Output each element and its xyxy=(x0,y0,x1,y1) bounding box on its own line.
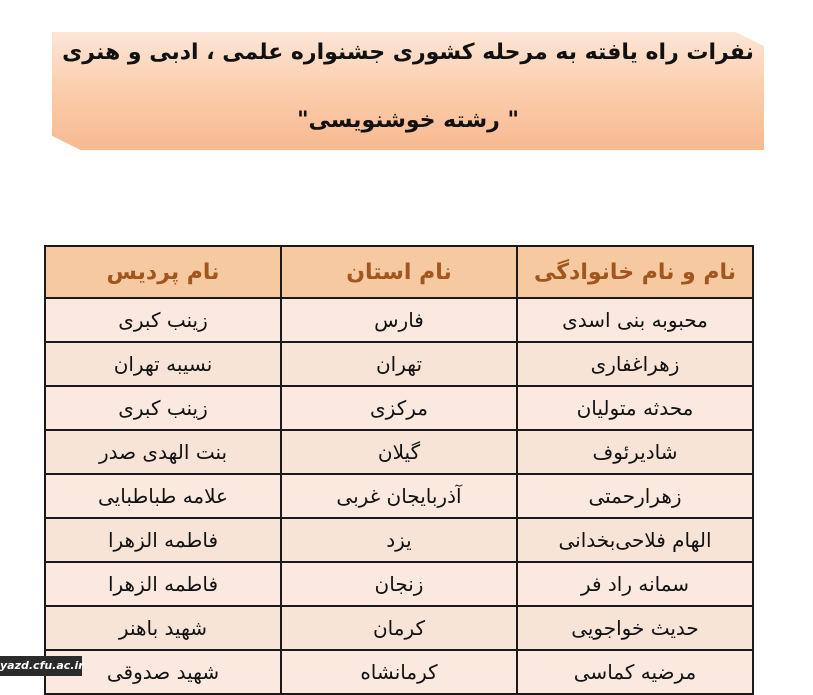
cell-province: زنجان xyxy=(281,562,517,606)
table-header-row xyxy=(45,246,753,298)
cell-campus: علامه طباطبایی xyxy=(45,474,281,518)
cell-campus: زینب کبری xyxy=(45,298,281,342)
cell-campus: نسیبه تهران xyxy=(45,342,281,386)
cell-province: گیلان xyxy=(281,430,517,474)
cell-name: زهرارحمتی xyxy=(517,474,753,518)
header-campus: نام پردیس xyxy=(45,246,281,298)
results-table xyxy=(44,245,754,695)
cell-province: یزد xyxy=(281,518,517,562)
cell-campus: بنت الهدی صدر xyxy=(45,430,281,474)
cell-name: مرضیه کماسی xyxy=(517,650,753,694)
banner-title-line2: " رشته خوشنویسی" xyxy=(297,108,519,133)
cell-campus: فاطمه الزهرا xyxy=(45,562,281,606)
cell-name: محبوبه بنی اسدی xyxy=(517,298,753,342)
table-row xyxy=(45,606,753,650)
cell-province: فارس xyxy=(281,298,517,342)
cell-campus: زینب کبری xyxy=(45,386,281,430)
cell-name: محدثه متولیان xyxy=(517,386,753,430)
cell-province: مرکزی xyxy=(281,386,517,430)
table-row xyxy=(45,474,753,518)
table-row xyxy=(45,562,753,606)
table-row xyxy=(45,430,753,474)
banner-title-line1: نفرات راه یافته به مرحله کشوری جشنواره علمی ، ادبی و هنری xyxy=(62,40,754,65)
header-full-name: نام و نام خانوادگی xyxy=(517,246,753,298)
cell-name: سمانه راد فر xyxy=(517,562,753,606)
cell-province: تهران xyxy=(281,342,517,386)
table-row xyxy=(45,518,753,562)
cell-campus: فاطمه الزهرا xyxy=(45,518,281,562)
cell-campus: شهید صدوقی xyxy=(45,650,281,694)
cell-province: کرمانشاه xyxy=(281,650,517,694)
cell-province: آذربایجان غربی xyxy=(281,474,517,518)
cell-name: الهام فلاحی‌بخدانی xyxy=(517,518,753,562)
site-watermark: yazd.cfu.ac.ir xyxy=(0,656,82,676)
cell-name: زهراغفاری xyxy=(517,342,753,386)
table-row xyxy=(45,386,753,430)
cell-name: شادیرئوف xyxy=(517,430,753,474)
cell-name: حدیث خواجویی xyxy=(517,606,753,650)
header-province: نام استان xyxy=(281,246,517,298)
table-row xyxy=(45,298,753,342)
table-row xyxy=(45,342,753,386)
table-row xyxy=(45,650,753,694)
cell-campus: شهید باهنر xyxy=(45,606,281,650)
cell-province: کرمان xyxy=(281,606,517,650)
